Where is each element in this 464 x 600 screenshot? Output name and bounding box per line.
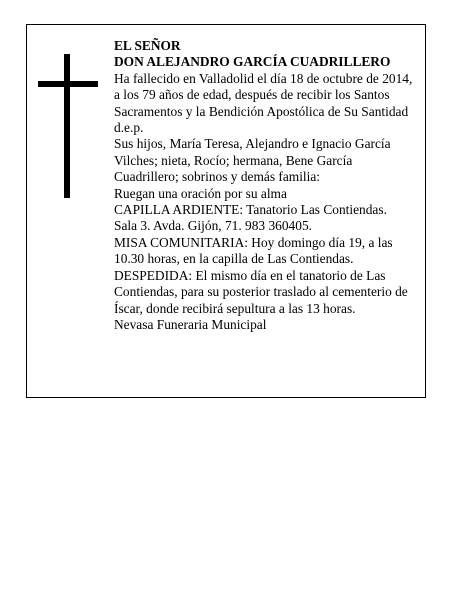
body-line: Íscar, donde recibirá sepultura a las 13 horas. xyxy=(114,300,356,316)
body-line: CAPILLA ARDIENTE: Tanatorio Las Contiendas. xyxy=(114,202,387,218)
body-line: DESPEDIDA: El mismo día en el tanatorio de Las xyxy=(114,267,386,283)
body-line: d.e.p. xyxy=(114,120,144,136)
body-line: a los 79 años de edad, después de recibir los Santos xyxy=(114,87,390,103)
cross-vertical-bar xyxy=(64,54,70,198)
cross-icon xyxy=(38,54,98,198)
funeral-home-line: Nevasa Funeraria Municipal xyxy=(114,316,267,332)
deceased-name: DON ALEJANDRO GARCÍA CUADRILLERO xyxy=(114,54,391,70)
body-line: Sacramentos y la Bendición Apostólica de Su Santidad xyxy=(114,103,409,119)
body-line: Sala 3. Avda. Gijón, 71. 983 360405. xyxy=(114,218,312,234)
obituary-text xyxy=(114,38,420,333)
body-line: Sus hijos, María Teresa, Alejandro e Ignacio García xyxy=(114,136,391,152)
body-line: Ha fallecido en Valladolid el día 18 de octubre de 2014, xyxy=(114,70,413,86)
body-line: Vilches; nieta, Rocío; hermana, Bene García xyxy=(114,152,353,168)
body-line: Cuadrillero; sobrinos y demás familia: xyxy=(114,169,321,185)
body-line: 10.30 horas, en la capilla de Las Contiendas. xyxy=(114,251,354,267)
cross-horizontal-bar xyxy=(38,81,98,87)
body-line: Contiendas, para su posterior traslado al cementerio de xyxy=(114,284,408,300)
title-line: EL SEÑOR xyxy=(114,38,181,53)
body-line: Ruegan una oración por su alma xyxy=(114,185,287,201)
body-line: MISA COMUNITARIA: Hoy domingo día 19, a las xyxy=(114,234,393,250)
